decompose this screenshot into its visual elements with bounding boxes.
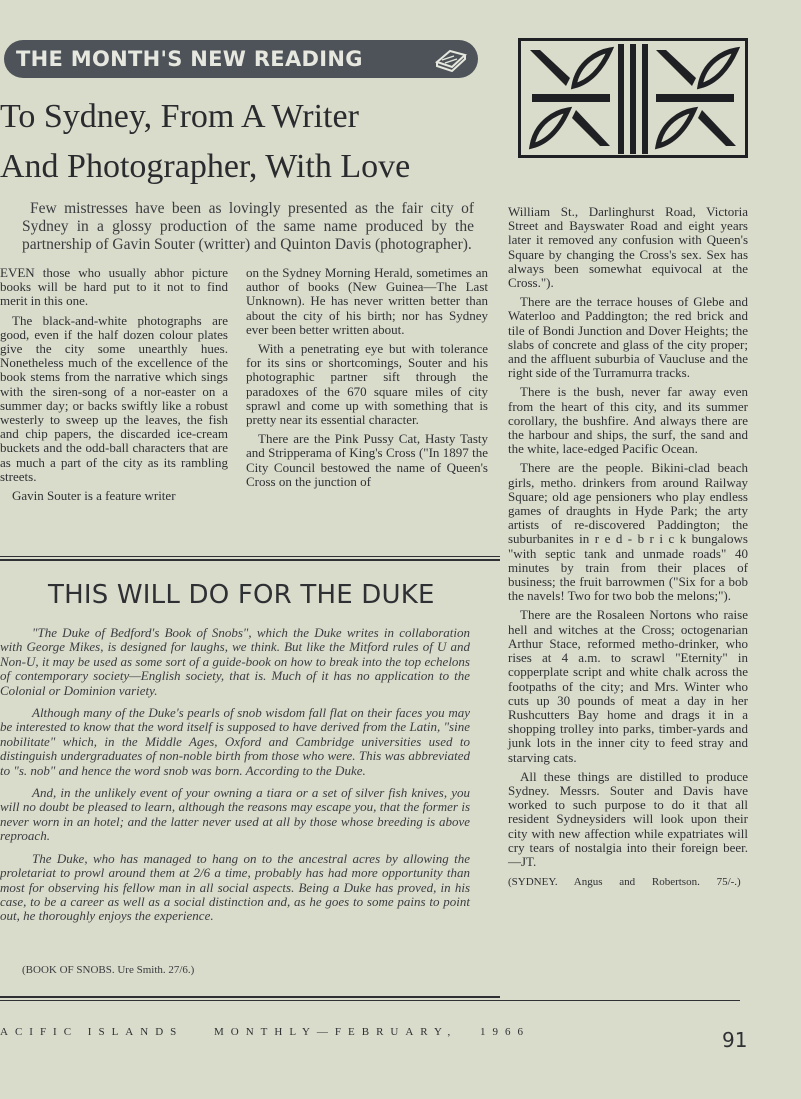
section-divider <box>0 556 500 557</box>
footer-divider <box>0 1000 740 1001</box>
book-source-credit: (SYDNEY. Angus and Robertson. 75/-.) <box>508 876 741 889</box>
paragraph: There are the Pink Pussy Cat, Hasty Tasty and Stripperama of King's Cross ("In 1897 the City Council bestowed the name of Queen's Cross on the junction of <box>246 431 488 489</box>
paragraph: The black-and-white photographs are good, even if the half dozen colour plates give the city some unearthly hues. Nonetheless much of the excellence of the book stems from the narrative which sings with the siren-song of a nor-easter on a summer day; or backs swiftly like a robust westerly to sweep up the leaves, the fish and chip papers, the discarded ice-cream buckets and the odd-ball characters that are as much a part of the city as its rambling streets. <box>0 312 228 484</box>
book-source-credit: (BOOK OF SNOBS. Ure Smith. 27/6.) <box>22 964 195 976</box>
page-number: 91 <box>722 1028 748 1052</box>
paragraph: Gavin Souter is a feature writer <box>12 488 176 504</box>
footer-issue: MONTHLY—FEBRUARY, <box>214 1026 458 1038</box>
article-column-2 <box>246 266 488 494</box>
paragraph: There are the terrace houses of Glebe and Waterloo and Paddington; the red brick and tile of Bondi Junction and Dover Heights; the slabs of concrete and glass of the city proper; and the affluent suburbia of Vaucluse and the right side of the Turramurra tracks. <box>508 294 748 381</box>
paragraph: With a penetrating eye but with tolerance for its sins or shortcomings, Souter and his photographic partner sift through the paradoxes of the 670 square miles of city sprawl and come up with something that is pretty near its essential character. <box>246 341 488 428</box>
section-banner <box>4 40 478 78</box>
section-divider <box>0 559 500 561</box>
paragraph: EVEN those who usually abhor picture books will be hard put to it not to find merit in this one. <box>0 265 228 309</box>
headline-line-2: And Photographer, With Love <box>0 148 411 185</box>
paragraph: All these things are distilled to produce Sydney. Messrs. Souter and Davis have worked to such purpose to do it that all resident Sydneysiders will look upon their city with new affection while expatriates will cry tears of nostalgia into their foreign beer.—JT. <box>508 768 748 869</box>
footer-year: 1966 <box>480 1026 530 1038</box>
paragraph: There is the bush, never far away even from the heart of this city, and its summer corollary, the bushfire. And always there are the harbour and ships, the surf, the sand and the white, lace-edged Pacific Ocean. <box>508 384 748 457</box>
paragraph: The Duke, who has managed to hang on to the ancestral acres by allowing the proletariat to prowl around them at 2/6 a time, probably has had more opportunity than most for observing his fellow man in all social aspects. Being a Duke has proved, in his case, to be a career as well as a social distinction and, as he goes to some pains to point out, he thoroughly enjoys the experience. <box>0 850 470 924</box>
article-intro: Few mistresses have been as lovingly presented as the fair city of Sydney in a glossy production of the same name produced by the partnership of Gavin Souter (writter) and Quinton Davis (photographer). <box>22 200 474 253</box>
headline-line-1: To Sydney, From A Writer <box>0 98 359 135</box>
footer-publication: ACIFIC ISLANDS <box>0 1026 184 1038</box>
paragraph: Although many of the Duke's pearls of snob wisdom fall flat on their faces you may be interested to know that the word itself is supposed to have derived from the Latin, "sine nobilitate" which, in the Middle Ages, Oxford and Cambridge universities used to distinguish undergraduates of non-noble birth from those who were. This was abbreviated to "s. nob" and hence the word snob was born. According to the Duke. <box>0 705 470 778</box>
paragraph: There are the people. Bikini-clad beach girls, metho. drinkers from around Railway Square; old age pensioners who play endless games of draughts in Hyde Park; the arty artists of re-discovered Paddington; the suburbanites in r e d - b r i c k bungalows "with septic tank and unmade roads" 40 minutes by train from their places of business; the fruit barrowmen ("Six for a bob the navels! Two for two bob the melons;"). <box>508 460 748 604</box>
article-column-3 <box>508 205 748 889</box>
paragraph: There are the Rosaleen Nortons who raise hell and witches at the Cross; octogenarian Arthur Stace, reformed metho-drinker, who rises at 4 a.m. to scrawl "Eternity" in copperplate script and white chalk across the footpaths of the city; and Mrs. Winter who cuts up 30 pounds of meat a day in her Rushcutters Bay home and drags it in a shopping trolley into parks, timber-yards and junk lots in the inner city to feed stray and starving cats. <box>508 607 748 765</box>
duke-review <box>0 626 470 932</box>
paragraph: William St., Darlinghurst Road, Victoria Street and Bayswater Road and eight years later it removed any confusion with Queen's Square by changing the Cross's sex. Sex has always been somewhat equivocal at the Cross."). <box>508 204 748 291</box>
paragraph: And, in the unlikely event of your owning a tiara or a set of silver fish knives, you will no doubt be pleased to learn, although the reasons may escape you, that the former is never worn in an hotel; and the latter never used at all by those whose breeding is above reproach. <box>0 785 470 844</box>
paragraph: on the Sydney Morning Herald, sometimes an author of books (New Guinea—The Last Unknown). He has never written better than about the city of his birth; nor has Sydney ever been better written about. <box>246 265 488 337</box>
book-icon <box>434 46 468 72</box>
article-column-1 <box>0 266 228 508</box>
article-headline <box>0 92 500 192</box>
paragraph: "The Duke of Bedford's Book of Snobs", which the Duke writes in collaboration with George Mikes, is designed for laughs, we think. But like the Mitford rules of U and Non-U, it may be used as some sort of a guide-book on how to break into the top echelons of contemporary society—English society, that is. Much of it has no application to the Colonial or Dominion variety. <box>0 625 470 698</box>
decorative-ornament-icon <box>518 38 748 158</box>
section-title: THIS WILL DO FOR THE DUKE <box>48 580 435 610</box>
section-banner-title: THE MONTH'S NEW READING <box>16 47 363 71</box>
footer-divider <box>0 996 500 998</box>
page-footer <box>0 1026 801 1046</box>
